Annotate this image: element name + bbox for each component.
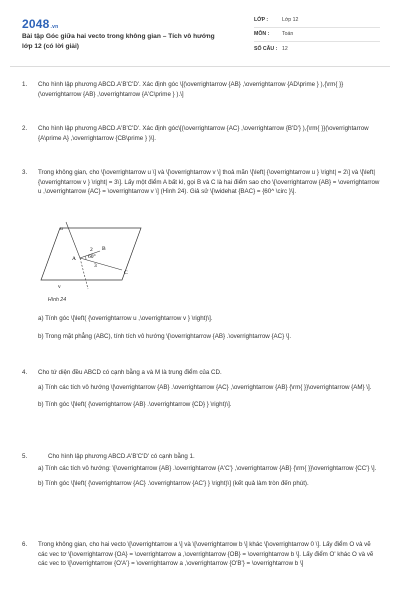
meta-value: 12 — [282, 45, 288, 52]
meta-key: MÔN : — [254, 31, 270, 38]
header-divider — [10, 66, 390, 67]
logo-text: 2048 — [22, 17, 50, 31]
sub-question-b: b) Tính góc \[\left( {\overrightarrow {AC} .\overrightarrow {AC'} } \right)\] (kết quả làm tròn đến phút). — [38, 480, 309, 488]
meta-row-count — [254, 42, 380, 56]
question-text: Trong không gian, cho hai vecto \[\overrightarrow a \] và \[\overrightarrow b \] khác \[\overrightarrow 0 \]. Lấy điểm O và vẽ các vec tơ \[\overrightarrow {OA} = \overrightarrow a ,\overrightarrow {OB} = \overrightarrow b \]. Lấy điểm O' khác O và vẽ các vec to \[\overrightarrow {O'A'} = \overrightarrow a ,\overrightarrow {O'B'} = \overrightarrow b \] — [38, 541, 374, 568]
meta-value: Toán — [282, 31, 294, 38]
label-a: A — [72, 256, 76, 262]
site-logo[interactable] — [22, 15, 58, 34]
label-length-2: 2 — [90, 247, 93, 253]
label-u: u — [60, 226, 63, 232]
question-5 — [22, 452, 382, 489]
question-6 — [22, 540, 382, 569]
question-1 — [22, 80, 382, 99]
question-3-parts — [22, 314, 382, 341]
label-c: C — [124, 270, 128, 276]
label-angle: 60° — [88, 254, 96, 260]
figure-caption: Hình 24 — [47, 297, 67, 303]
page-title: Bài tập Góc giữa hai vecto trong không gian – Tích vô hướng lớp 12 (có lời giải) — [22, 33, 215, 50]
vector-diagram — [38, 218, 148, 298]
meta-key: SỐ CÂU : — [254, 45, 278, 52]
question-number: 2. — [22, 125, 28, 132]
segment-ac — [80, 258, 122, 270]
question-text: Cho hình lập phương ABCD.A'B'C'D' có cạnh bằng 1. — [48, 453, 195, 460]
question-number: 6. — [22, 541, 28, 548]
question-number: 3. — [22, 169, 28, 176]
sub-question-b: b) Tính góc \[\left( {\overrightarrow {AB} .\overrightarrow {CD} } \right)\]. — [38, 401, 232, 409]
vector-v-bottom — [80, 258, 88, 289]
figure-24 — [38, 218, 148, 298]
vector-u-top — [66, 222, 80, 258]
sub-question-b: b) Trong mặt phẳng (ABC), tính tích vô hướng \[\overrightarrow {AB} .\overrightarrow {AC} \]. — [38, 332, 292, 340]
meta-row-subject — [254, 28, 380, 42]
question-4 — [22, 368, 382, 410]
meta-row-class — [254, 14, 380, 28]
question-text: Cho tứ diện đều ABCD có cạnh bằng a và M là trung điểm của CD. — [38, 369, 222, 376]
page-header — [0, 0, 400, 68]
sub-question-a: a) Tính các tích vô hướng \[\overrightarrow {AB} .\overrightarrow {AC} ,\overrightarrow {AB} {\rm{ }}\overrightarrow {AM} \]. — [38, 383, 372, 391]
question-number: 1. — [22, 81, 28, 88]
question-3 — [22, 168, 382, 197]
label-b: B — [102, 246, 106, 252]
logo-suffix: .vn — [50, 24, 59, 30]
question-number: 5. — [22, 453, 28, 460]
question-2 — [22, 124, 382, 143]
meta-table — [254, 14, 380, 56]
meta-key: LỚP : — [254, 17, 269, 24]
label-length-3: 3 — [94, 263, 97, 269]
question-text: Cho hình lập phương ABCD.A'B'C'D'. Xác định góc \[(\overrightarrow {AB} ,\overrightarrow {AD\prime } ),{\rm{ }}(\overrightarrow {AB} ,\overrightarrow {A'C\prime } ).\] — [38, 81, 344, 98]
question-text: Cho hình lập phương ABCD.A'B'C'D'. Xác định góc\[(\overrightarrow {AC} ,\overrightarrow {B'D'} ),{\rm{ }}(\overrightarrow {A\prime A} ,\overrightarrow {CB\prime } )\]. — [38, 125, 369, 142]
sub-question-a: a) Tính các tích vô hướng: \[\overrightarrow {AB} .\overrightarrow {A'C'} ,\overrightarrow {AB} {\rm{ }}\overrightarrow {CC'} \]. — [38, 464, 377, 472]
label-v: v — [58, 284, 61, 290]
question-text: Trong không gian, cho \[\overrightarrow u \] và \[\overrightarrow v \] thoả mãn \[\left| {\overrightarrow u } \right| = 2\] và \[\left| {\overrightarrow v } \right| = 3\]. Lấy một điểm A bất kì, gọi B và C là hai điểm sao cho \[\overrightarrow {AB} = \overrightarrow u ,\overrightarrow {AC} = \overrightarrow v \] (Hình 24). Giả sử \[\widehat {BAC} = {60^ \circ }\]. — [38, 169, 380, 196]
question-number: 4. — [22, 369, 28, 376]
meta-value: Lớp 12 — [282, 17, 299, 24]
sub-question-a: a) Tính góc \[\left( {\overrightarrow u ,\overrightarrow v } \right)\]. — [38, 315, 213, 322]
